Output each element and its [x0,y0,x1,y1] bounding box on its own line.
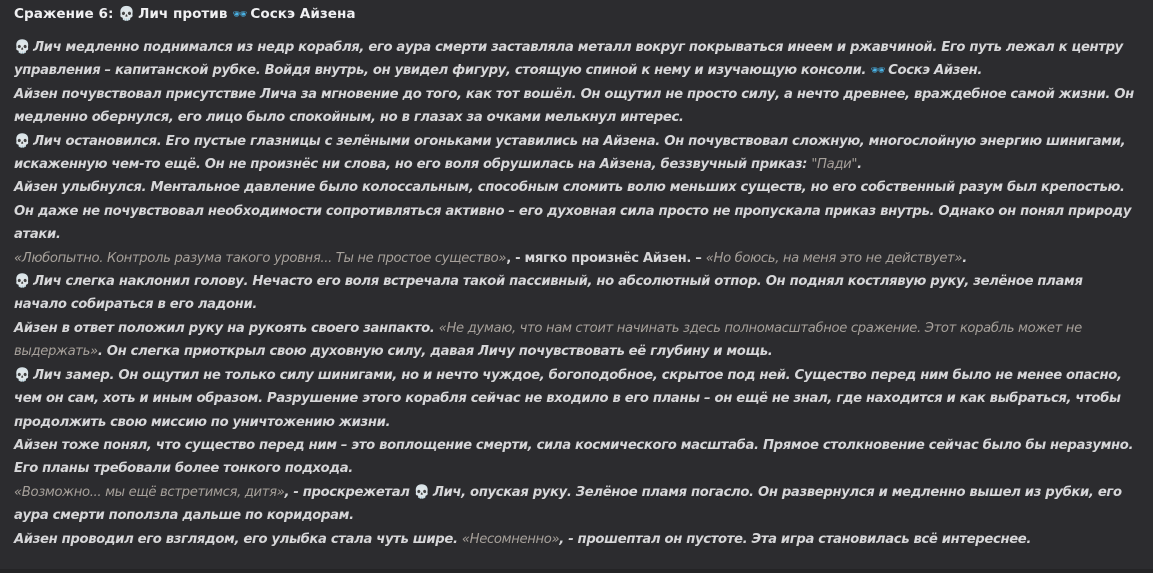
paragraph-text: Айзен проводил его взглядом, его улыбка стала чуть шире. [14,531,458,547]
paragraph-text: . Он слегка приоткрыл свою духовную силу, давая Личу почувствовать её глубину и мощь. [97,344,773,360]
paragraph [14,36,1139,83]
quote-text: «Возможно... мы ещё встретимся, дитя» [14,484,285,500]
quote-text: "Пади" [811,157,858,173]
divider [0,569,1153,573]
quote-text: «Но боюсь, на меня это не действует» [705,250,963,266]
title-prefix: Сражение 6: [14,6,114,22]
paragraph [14,130,1139,177]
paragraph: Айзен почувствовал присутствие Лича за мгновение до того, как тот вошёл. Он ощутил не просто силу, а нечто древнее, враждебное самой жизни. Он медленно обернулся, его лицо было спокойным, но в глазах за очками мелькнул интерес. [14,86,1134,126]
paragraph-text: Соскэ Айзен. [888,63,983,79]
skull-icon: 💀 [14,274,31,290]
paragraph-text: , - мягко произнёс Айзен. – [506,250,702,266]
quote-text: «Не думаю, что нам стоит начинать здесь полномасштабное сражение. Этот корабль может не выдержать» [14,320,1082,360]
paragraph-text: Лич остановился. Его пустые глазницы с зелёными огоньками уставились на Айзена. Он почувствовал сложную, многослойную энергию шинигами, искаженную чем-то ещё. Он не произнёс ни слова, но его воля обрушилась на Айзена, беззвучный приказ: [14,133,1126,173]
paragraph [14,317,1139,364]
paragraph-text: Айзен в ответ положил руку на рукоять своего занпакто. [14,320,435,336]
paragraph-text: Лич, опуская руку. Зелёное пламя погасло. Он развернулся и медленно вышел из рубки, его аура смерти поползла дальше по коридорам. [14,484,1122,524]
message-title [14,3,1139,25]
paragraph-text: , - прошептал он пустоте. Эта игра становилась всё интереснее. [559,531,1032,547]
paragraph-text: Лич слегка наклонил голову. Нечасто его воля встречала такой пассивный, но абсолютный отпор. Он поднял костлявую руку, зелёное пламя начало собираться в его ладони. [14,274,1083,313]
skull-icon: 💀 [14,133,31,149]
skull-icon: 💀 [413,484,430,500]
sunglasses-icon: 🕶 [232,7,248,21]
paragraph-text: . [962,250,967,266]
paragraph-text: . [857,157,862,173]
paragraph [14,364,1139,434]
paragraph: Айзен тоже понял, что существо перед ним – это воплощение смерти, сила космического масштаба. Прямое столкновение сейчас было бы неразумно. Его планы требовали более тонкого подхода. [14,437,1134,477]
title-lich: Лич против [138,6,228,22]
skull-icon: 💀 [14,40,31,55]
skull-icon: 💀 [14,367,31,383]
quote-text: «Несомненно» [461,531,560,547]
quote-text: «Любопытно. Контроль разума такого уровня... Ты не простое существо» [14,250,507,266]
paragraph [14,247,1139,270]
paragraph-text: , - проскрежетал [284,484,410,500]
paragraph [14,528,1139,551]
paragraph: Айзен улыбнулся. Ментальное давление было колоссальным, способным сломить волю меньших существ, но его собственный разум был крепостью. Он даже не почувствовал необходимости сопротивляться активно – его духовная сила просто не пропускала приказ внутрь. Однако он понял природу атаки. [14,180,1132,243]
paragraph-text: Лич медленно поднимался из недр корабля, его аура смерти заставляла металл вокруг покрываться инеем и ржавчиной. Его путь лежал к центру управления – капитанской рубке. Войдя внутрь, он увидел фигуру, стоящую спиной к нему и изучающую консоли. [14,40,1123,79]
paragraph-text: Лич замер. Он ощутил не только силу шинигами, но и нечто чуждое, богоподобное, скрытое под ней. Существо перед ним было не менее опасно, чем он сам, хоть и иным образом. Разрушение этого корабля сейчас не входило в его планы – он ещё не знал, где находится и как выбраться, чтобы продолжить свою миссию по уничтожению жизни. [14,367,1122,430]
title-aizen: Соскэ Айзена [250,6,356,22]
skull-icon: 💀 [118,6,136,22]
paragraph [14,481,1139,528]
message-body [14,36,1139,551]
sunglasses-icon: 🕶 [870,63,886,78]
paragraph [14,270,1139,317]
